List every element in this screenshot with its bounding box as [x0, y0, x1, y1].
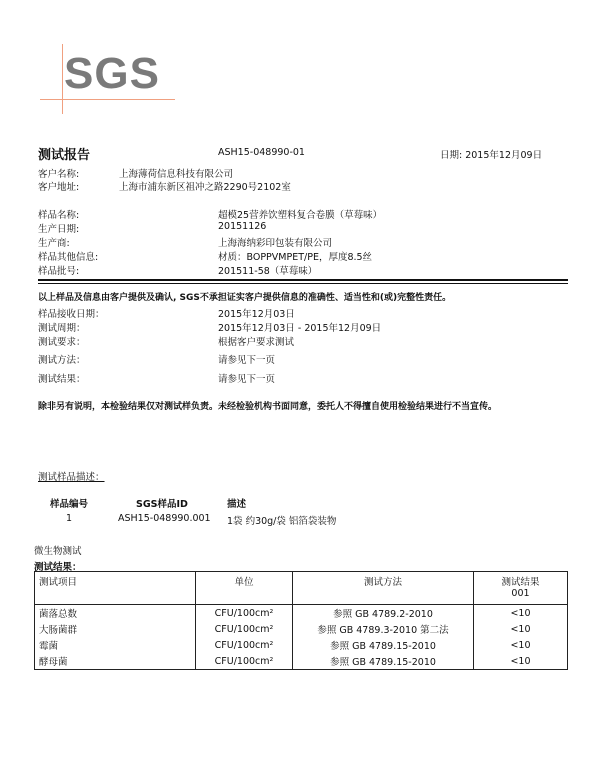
- result: <10: [474, 653, 568, 670]
- test-method: 参照 GB 4789.3-2010 第二法: [293, 621, 474, 637]
- batch-number-value: 201511-58（草莓味）: [218, 266, 318, 277]
- report-date: 日期: 2015年12月09日: [440, 150, 543, 161]
- report-title: 测试报告: [38, 148, 91, 163]
- test-item: 大肠菌群: [35, 621, 196, 637]
- manufacturer-value: 上海海纳彩印包装有限公司: [218, 238, 333, 249]
- test-requirement-value: 根据客户要求测试: [218, 337, 295, 348]
- result-header: [474, 572, 568, 605]
- unit: CFU/100cm²: [196, 637, 293, 653]
- client-name-value: 上海薄荷信息科技有限公司: [119, 169, 234, 180]
- test-method: 参照 GB 4789.15-2010: [293, 653, 474, 670]
- manufacturer-label: 生产商:: [38, 238, 70, 249]
- client-address-value: 上海市浦东新区祖冲之路2290号2102室: [119, 182, 291, 193]
- production-date-label: 生产日期:: [38, 224, 80, 235]
- test-method-label: 测试方法：: [38, 355, 86, 366]
- batch-number-label: 样品批号:: [38, 266, 80, 277]
- sgs-logo-text: SGS: [64, 49, 160, 98]
- table-row: [35, 653, 568, 670]
- divider-thin: [38, 283, 568, 284]
- sgs-sample-id-value: ASH15-048990.001: [118, 513, 211, 524]
- test-result-value: 请参见下一页: [218, 374, 276, 385]
- client-address-label: 客户地址:: [38, 182, 80, 193]
- production-date-value: 20151126: [218, 221, 267, 232]
- results-table: [34, 571, 568, 670]
- table-row: [35, 637, 568, 653]
- client-name-label: 客户名称:: [38, 169, 80, 180]
- test-result-label: 测试结果：: [38, 374, 86, 385]
- test-method-header: 测试方法: [293, 572, 474, 605]
- result-header-label: 测试结果: [501, 577, 540, 588]
- sgs-logo: [40, 44, 175, 114]
- sample-description-title: 测试样品描述：: [38, 472, 105, 483]
- unit: CFU/100cm²: [196, 621, 293, 637]
- sample-number-header: 样品编号: [50, 499, 89, 510]
- description-value: 1袋 约30g/袋 铝箔袋装物: [227, 516, 337, 527]
- test-results-title: 测试结果：: [34, 562, 82, 573]
- test-item: 霉菌: [35, 637, 196, 653]
- test-item-header: 测试项目: [35, 572, 196, 605]
- sample-other-info-label: 样品其他信息:: [38, 252, 99, 263]
- microbiology-section-title: 微生物测试: [34, 546, 82, 557]
- receipt-date-value: 2015年12月03日: [218, 309, 295, 320]
- test-method-value: 请参见下一页: [218, 355, 276, 366]
- test-period-label: 测试周期：: [38, 323, 86, 334]
- test-method: 参照 GB 4789.15-2010: [293, 637, 474, 653]
- sample-name-label: 样品名称:: [38, 210, 80, 221]
- test-method: 参照 GB 4789.2-2010: [293, 605, 474, 622]
- receipt-date-label: 样品接收日期：: [38, 309, 105, 320]
- result: <10: [474, 637, 568, 653]
- table-row: [35, 605, 568, 622]
- unit: CFU/100cm²: [196, 605, 293, 622]
- result: <10: [474, 621, 568, 637]
- sgs-sample-id-header: SGS样品ID: [136, 499, 188, 510]
- result: <10: [474, 605, 568, 622]
- sample-name-value: 超模25营养饮塑料复合卷膜（草莓味）: [218, 210, 383, 221]
- description-header: 描述: [227, 499, 247, 510]
- divider-thick: [38, 279, 568, 281]
- unit: CFU/100cm²: [196, 653, 293, 670]
- result-sample-id: 001: [511, 588, 530, 599]
- client-info-disclaimer: 以上样品及信息由客户提供及确认, SGS不承担证实客户提供信息的准确性、适当性和(或)完整性责任。: [38, 293, 452, 303]
- results-header-row: [35, 572, 568, 605]
- test-requirement-label: 测试要求：: [38, 337, 86, 348]
- sample-number-value: 1: [66, 513, 73, 524]
- unit-header: 单位: [196, 572, 293, 605]
- sample-other-info-value: 材质：BOPPVMPET/PE，厚度8.5丝: [218, 252, 373, 263]
- table-row: [35, 621, 568, 637]
- report-number: ASH15-048990-01: [218, 147, 305, 158]
- test-period-value: 2015年12月03日 - 2015年12月09日: [218, 323, 382, 334]
- test-item: 菌落总数: [35, 605, 196, 622]
- test-item: 酵母菌: [35, 653, 196, 670]
- usage-disclaimer: 除非另有说明，本检验结果仅对测试样负责。未经检验机构书面同意，委托人不得擅自使用检验结果进行不当宣传。: [38, 402, 498, 412]
